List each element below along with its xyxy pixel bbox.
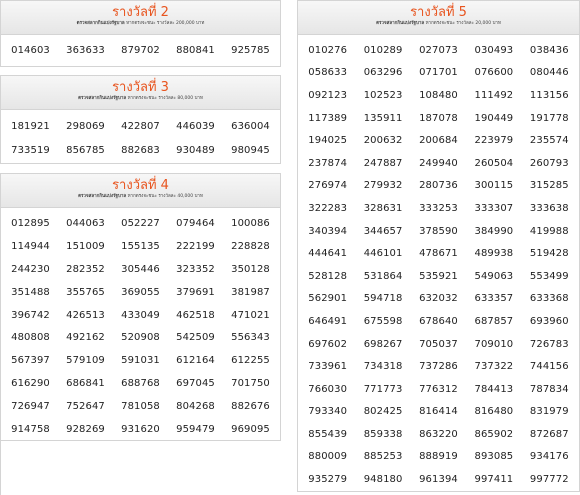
winning-number: 888919 [419,451,458,463]
winning-number: 697045 [176,378,215,390]
winning-number: 737322 [474,361,514,373]
winning-number: 480808 [11,332,50,344]
winning-number: 616290 [11,378,50,390]
winning-number: 187078 [419,112,458,124]
winning-number: 688768 [121,378,160,390]
winning-number: 222199 [176,240,215,252]
winning-number: 856785 [66,144,105,156]
winning-number: 190449 [474,112,514,124]
winning-number: 553499 [529,270,569,282]
winning-number: 422807 [121,120,160,132]
winning-number: 276974 [308,180,348,192]
winning-number: 223979 [474,135,514,147]
winning-number: 080446 [529,67,569,79]
winning-number: 737286 [419,361,458,373]
winning-number: 831979 [529,406,569,418]
winning-number: 489938 [474,248,514,260]
winning-number: 260793 [529,157,569,169]
winning-number: 052227 [121,217,160,229]
winning-number: 492162 [66,332,105,344]
winning-number: 111492 [474,89,514,101]
winning-number: 709010 [474,338,514,350]
winning-number: 315285 [529,180,569,192]
winning-number: 038436 [529,44,569,56]
prize-3-numbers [1,110,280,162]
winning-number: 114944 [11,240,50,252]
winning-number: 693960 [529,315,569,327]
winning-number: 698267 [363,338,403,350]
winning-number: 076600 [474,67,514,79]
winning-number: 997772 [529,474,569,486]
winning-number: 646491 [308,315,348,327]
winning-number: 969095 [231,423,270,435]
winning-number: 333307 [474,202,514,214]
prize-5-panel [297,0,580,492]
winning-number: 776312 [419,383,458,395]
winning-number: 108480 [419,89,458,101]
winning-number: 793340 [308,406,348,418]
winning-number: 562901 [308,293,348,305]
prize-2-title: รางวัลที่ 2 [112,5,169,20]
winning-number: 781058 [121,401,160,413]
winning-number: 579109 [66,355,105,367]
winning-number: 328631 [363,202,403,214]
winning-number: 591031 [121,355,160,367]
winning-number: 542509 [176,332,215,344]
winning-number: 058633 [308,67,348,79]
left-border-line [0,441,1,495]
winning-number: 378590 [419,225,458,237]
winning-number: 247887 [363,157,403,169]
winning-number: 880841 [176,44,215,56]
winning-number: 333253 [419,202,458,214]
winning-number: 102523 [363,89,403,101]
winning-number: 044063 [66,217,105,229]
winning-number: 726783 [529,338,569,350]
winning-number: 260504 [474,157,514,169]
winning-number: 113156 [529,89,569,101]
winning-number: 771773 [363,383,403,395]
winning-number: 305446 [121,263,160,275]
winning-number: 200684 [419,135,458,147]
winning-number: 300115 [474,180,514,192]
winning-number: 697602 [308,338,348,350]
winning-number: 419988 [529,225,569,237]
winning-number: 948180 [363,474,403,486]
winning-number: 931620 [121,423,160,435]
winning-number: 433049 [121,309,160,321]
winning-number: 228828 [231,240,270,252]
winning-number: 396742 [11,309,50,321]
winning-number: 752647 [66,401,105,413]
winning-number: 298069 [66,120,105,132]
winning-number: 426513 [66,309,105,321]
winning-number: 528128 [308,270,348,282]
winning-number: 701750 [231,378,270,390]
winning-number: 181921 [11,120,50,132]
winning-number: 855439 [308,428,348,440]
prize-2-panel [0,0,281,67]
prize-5-title: รางวัลที่ 5 [410,5,467,20]
winning-number: 636004 [231,120,270,132]
winning-number: 705037 [419,338,458,350]
winning-number: 612164 [176,355,215,367]
winning-number: 535921 [419,270,458,282]
winning-number: 079464 [176,217,215,229]
prize-5-subtitle: ตรวจสลากกินแบ่งรัฐบาล หากตรงจะชนะ รางวัลละ 20,000 บาท [376,21,501,26]
winning-number: 100086 [231,217,270,229]
winning-number: 633368 [529,293,569,305]
winning-number: 344657 [363,225,403,237]
winning-number: 556343 [231,332,270,344]
winning-number: 191778 [529,112,569,124]
winning-number: 784413 [474,383,514,395]
winning-number: 893085 [474,451,514,463]
prize-5-numbers [298,35,579,491]
winning-number: 531864 [363,270,403,282]
winning-number: 882676 [231,401,270,413]
winning-number: 444641 [308,248,348,260]
prize-3-title: รางวัลที่ 3 [112,80,169,95]
winning-number: 151009 [66,240,105,252]
winning-number: 010289 [363,44,403,56]
prize-4-numbers [1,208,280,441]
winning-number: 235574 [529,135,569,147]
winning-number: 520908 [121,332,160,344]
winning-number: 027073 [419,44,458,56]
winning-number: 787834 [529,383,569,395]
winning-number: 925785 [231,44,270,56]
winning-number: 863220 [419,428,458,440]
winning-number: 726947 [11,401,50,413]
winning-number: 934176 [529,451,569,463]
prize-4-subtitle: ตรวจสลากกินแบ่งรัฐบาล หากตรงจะชนะ รางวัลละ 40,000 บาท [78,194,203,199]
winning-number: 200632 [363,135,403,147]
winning-number: 961394 [419,474,458,486]
winning-number: 323352 [176,263,215,275]
winning-number: 355765 [66,286,105,298]
winning-number: 014603 [11,44,50,56]
winning-number: 471021 [231,309,270,321]
winning-number: 322283 [308,202,348,214]
winning-number: 446039 [176,120,215,132]
winning-number: 687857 [474,315,514,327]
winning-number: 549063 [474,270,514,282]
winning-number: 351488 [11,286,50,298]
winning-number: 678640 [419,315,458,327]
winning-number: 594718 [363,293,403,305]
winning-number: 734318 [363,361,403,373]
winning-number: 244230 [11,263,50,275]
winning-number: 381987 [231,286,270,298]
winning-number: 446101 [363,248,403,260]
winning-number: 155135 [121,240,160,252]
winning-number: 802425 [363,406,403,418]
winning-number: 859338 [363,428,403,440]
prize-4-panel [0,173,281,441]
winning-number: 280736 [419,180,458,192]
winning-number: 959479 [176,423,215,435]
winning-number: 612255 [231,355,270,367]
winning-number: 816414 [419,406,458,418]
winning-number: 333638 [529,202,569,214]
winning-number: 117389 [308,112,348,124]
winning-number: 340394 [308,225,348,237]
winning-number: 350128 [231,263,270,275]
winning-number: 379691 [176,286,215,298]
winning-number: 816480 [474,406,514,418]
winning-number: 282352 [66,263,105,275]
winning-number: 363633 [66,44,105,56]
winning-number: 997411 [474,474,514,486]
prize-4-title: รางวัลที่ 4 [112,178,169,193]
winning-number: 632032 [419,293,458,305]
winning-number: 249940 [419,157,458,169]
winning-number: 010276 [308,44,348,56]
winning-number: 928269 [66,423,105,435]
winning-number: 279932 [363,180,403,192]
prize-3-header [1,76,280,110]
winning-number: 914758 [11,423,50,435]
winning-number: 462518 [176,309,215,321]
winning-number: 567397 [11,355,50,367]
winning-number: 733961 [308,361,348,373]
winning-number: 882683 [121,144,160,156]
winning-number: 519428 [529,248,569,260]
winning-number: 369055 [121,286,160,298]
winning-number: 804268 [176,401,215,413]
winning-number: 880009 [308,451,348,463]
prize-5-header [298,1,579,35]
winning-number: 012895 [11,217,50,229]
prize-2-subtitle: ตรวจสลากกินแบ่งรัฐบาล หากตรงจะชนะ รางวัลละ 200,000 บาท [76,21,205,26]
winning-number: 478671 [419,248,458,260]
prize-3-subtitle: ตรวจสลากกินแบ่งรัฐบาล หากตรงจะชนะ รางวัลละ 80,000 บาท [78,96,203,101]
winning-number: 135911 [363,112,403,124]
winning-number: 879702 [121,44,160,56]
winning-number: 885253 [363,451,403,463]
winning-number: 980945 [231,144,270,156]
winning-number: 865902 [474,428,514,440]
winning-number: 030493 [474,44,514,56]
winning-number: 872687 [529,428,569,440]
winning-number: 071701 [419,67,458,79]
winning-number: 633357 [474,293,514,305]
prize-2-header [1,1,280,35]
winning-number: 194025 [308,135,348,147]
prize-4-header [1,174,280,208]
winning-number: 733519 [11,144,50,156]
winning-number: 744156 [529,361,569,373]
winning-number: 930489 [176,144,215,156]
winning-number: 237874 [308,157,348,169]
winning-number: 686841 [66,378,105,390]
winning-number: 092123 [308,89,348,101]
prize-3-panel [0,75,281,164]
winning-number: 063296 [363,67,403,79]
prize-2-numbers [1,35,280,65]
winning-number: 935279 [308,474,348,486]
winning-number: 384990 [474,225,514,237]
winning-number: 766030 [308,383,348,395]
winning-number: 675598 [363,315,403,327]
